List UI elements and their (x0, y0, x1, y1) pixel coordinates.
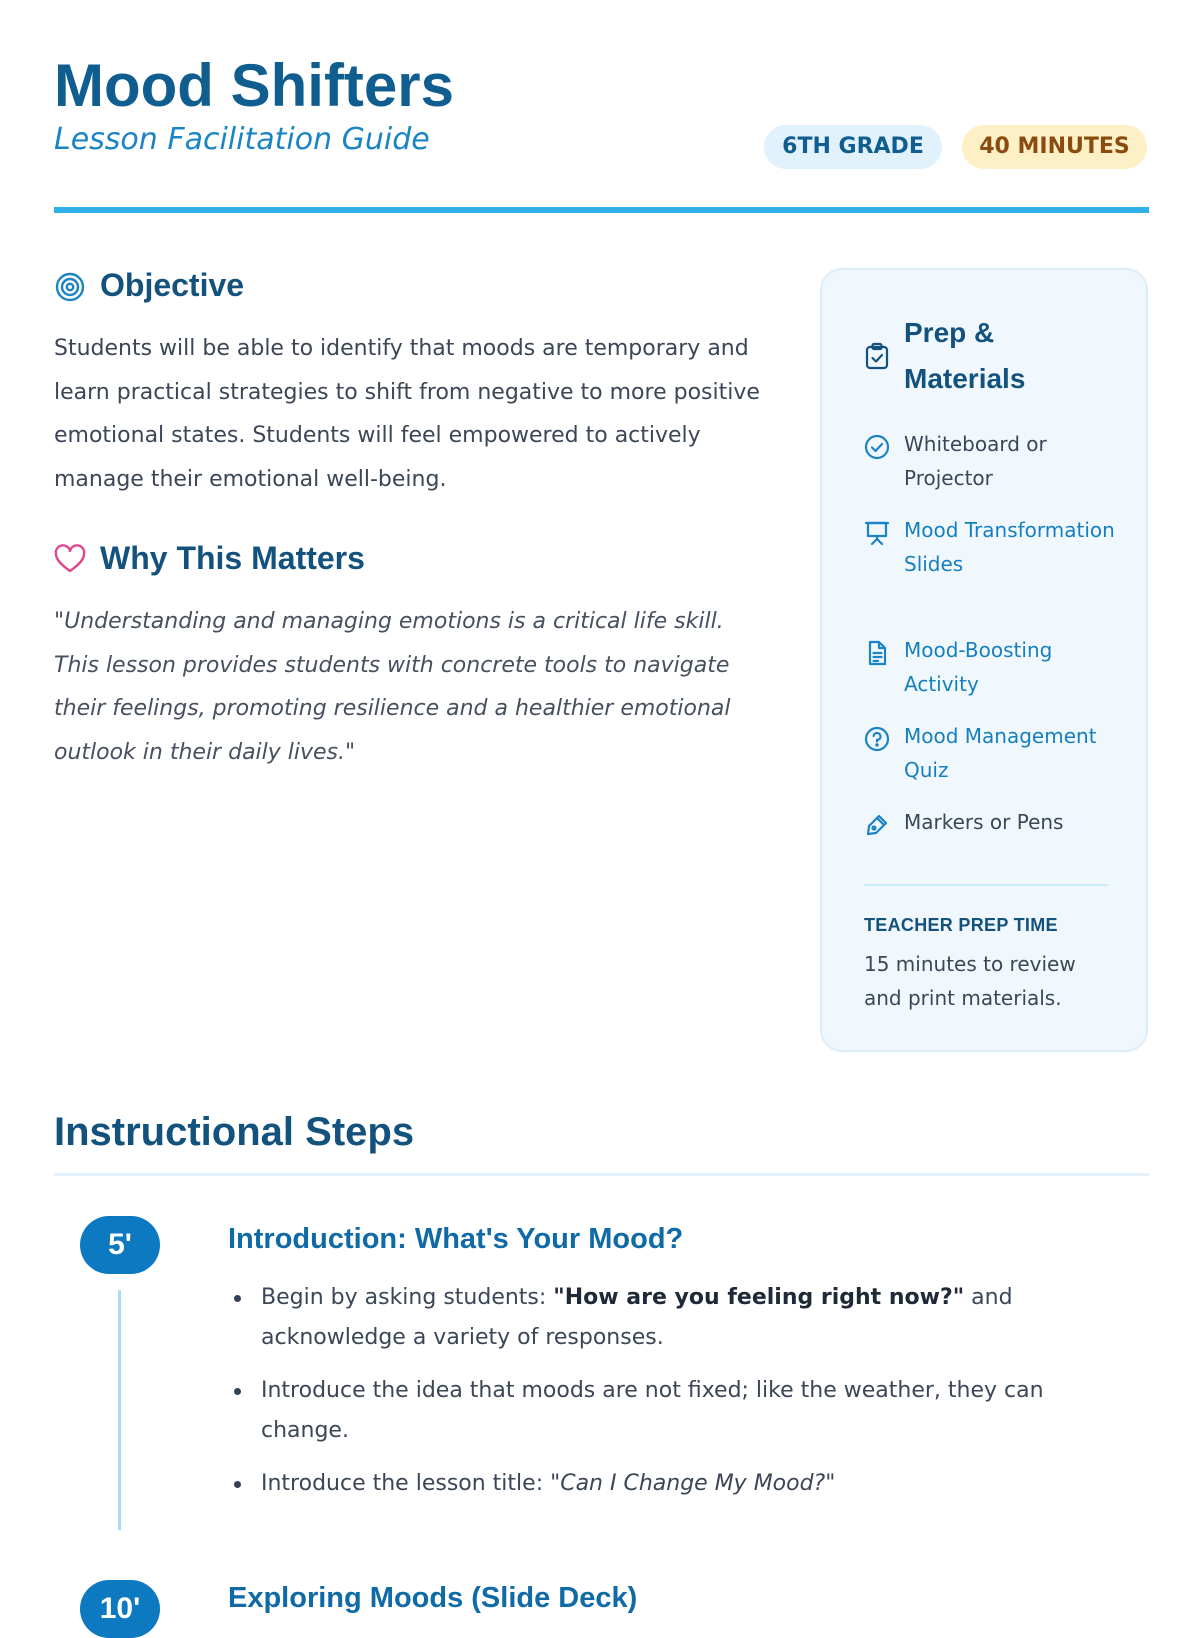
step-bullet: Introduce the lesson title: "Can I Change My Mood?" (228, 1464, 1108, 1504)
step-title: Introduction: What's Your Mood? (228, 1223, 684, 1255)
materials-heading: Prep & Materials (904, 317, 1026, 394)
step-bullets (228, 1278, 1108, 1517)
material-link[interactable]: Mood-Boosting Activity (904, 638, 1053, 696)
objective-heading-label: Objective (100, 267, 245, 303)
material-link[interactable]: Mood Transformation Slides (904, 518, 1115, 576)
steps-heading: Instructional Steps (54, 1110, 415, 1154)
check-circle-icon (864, 434, 890, 460)
document-icon (864, 640, 890, 666)
step-duration-badge: 5' (80, 1216, 160, 1274)
prep-time-label: TEACHER PREP TIME (864, 915, 1058, 935)
target-icon (54, 271, 86, 303)
pen-icon (864, 812, 890, 838)
step-title: Exploring Moods (Slide Deck) (228, 1582, 638, 1614)
steps-divider (54, 1173, 1149, 1176)
presentation-icon (864, 520, 890, 546)
step-timeline-line (118, 1290, 121, 1530)
duration-badge: 40 MINUTES (962, 125, 1147, 169)
material-link[interactable]: Mood Management Quiz (904, 724, 1097, 782)
objective-text: Students will be able to identify that moods are temporary and learn practical strategies to shift from negative to more positive emotional states. Students will feel empowered to actively manage their emotional well-being. (54, 336, 760, 492)
step-bullet: Begin by asking students: "How are you feeling right now?" and acknowledge a variety of responses. (228, 1278, 1108, 1358)
header-divider (54, 207, 1149, 213)
page-subtitle: Lesson Facilitation Guide (54, 122, 430, 157)
lesson-header (54, 50, 1149, 215)
heart-icon (54, 544, 86, 576)
prep-time-text: 15 minutes to review and print materials. (864, 952, 1076, 1010)
material-label: Whiteboard or Projector (904, 432, 1047, 490)
material-label: Markers or Pens (904, 810, 1064, 834)
materials-panel (820, 268, 1148, 1052)
question-circle-icon (864, 726, 890, 752)
page-title: Mood Shifters (54, 52, 454, 119)
grade-badge: 6TH GRADE (764, 125, 942, 169)
clipboard-check-icon (864, 342, 890, 370)
why-quote: "Understanding and managing emotions is a critical life skill. This lesson provides students with concrete tools to navigate their feelings, promoting resilience and a healthier emotional outlook in their daily lives." (54, 609, 731, 765)
step-duration-badge: 10' (80, 1580, 160, 1638)
step-bullet: Introduce the idea that moods are not fixed; like the weather, they can change. (228, 1371, 1108, 1451)
why-heading-label: Why This Matters (100, 540, 365, 576)
panel-divider (864, 884, 1108, 886)
